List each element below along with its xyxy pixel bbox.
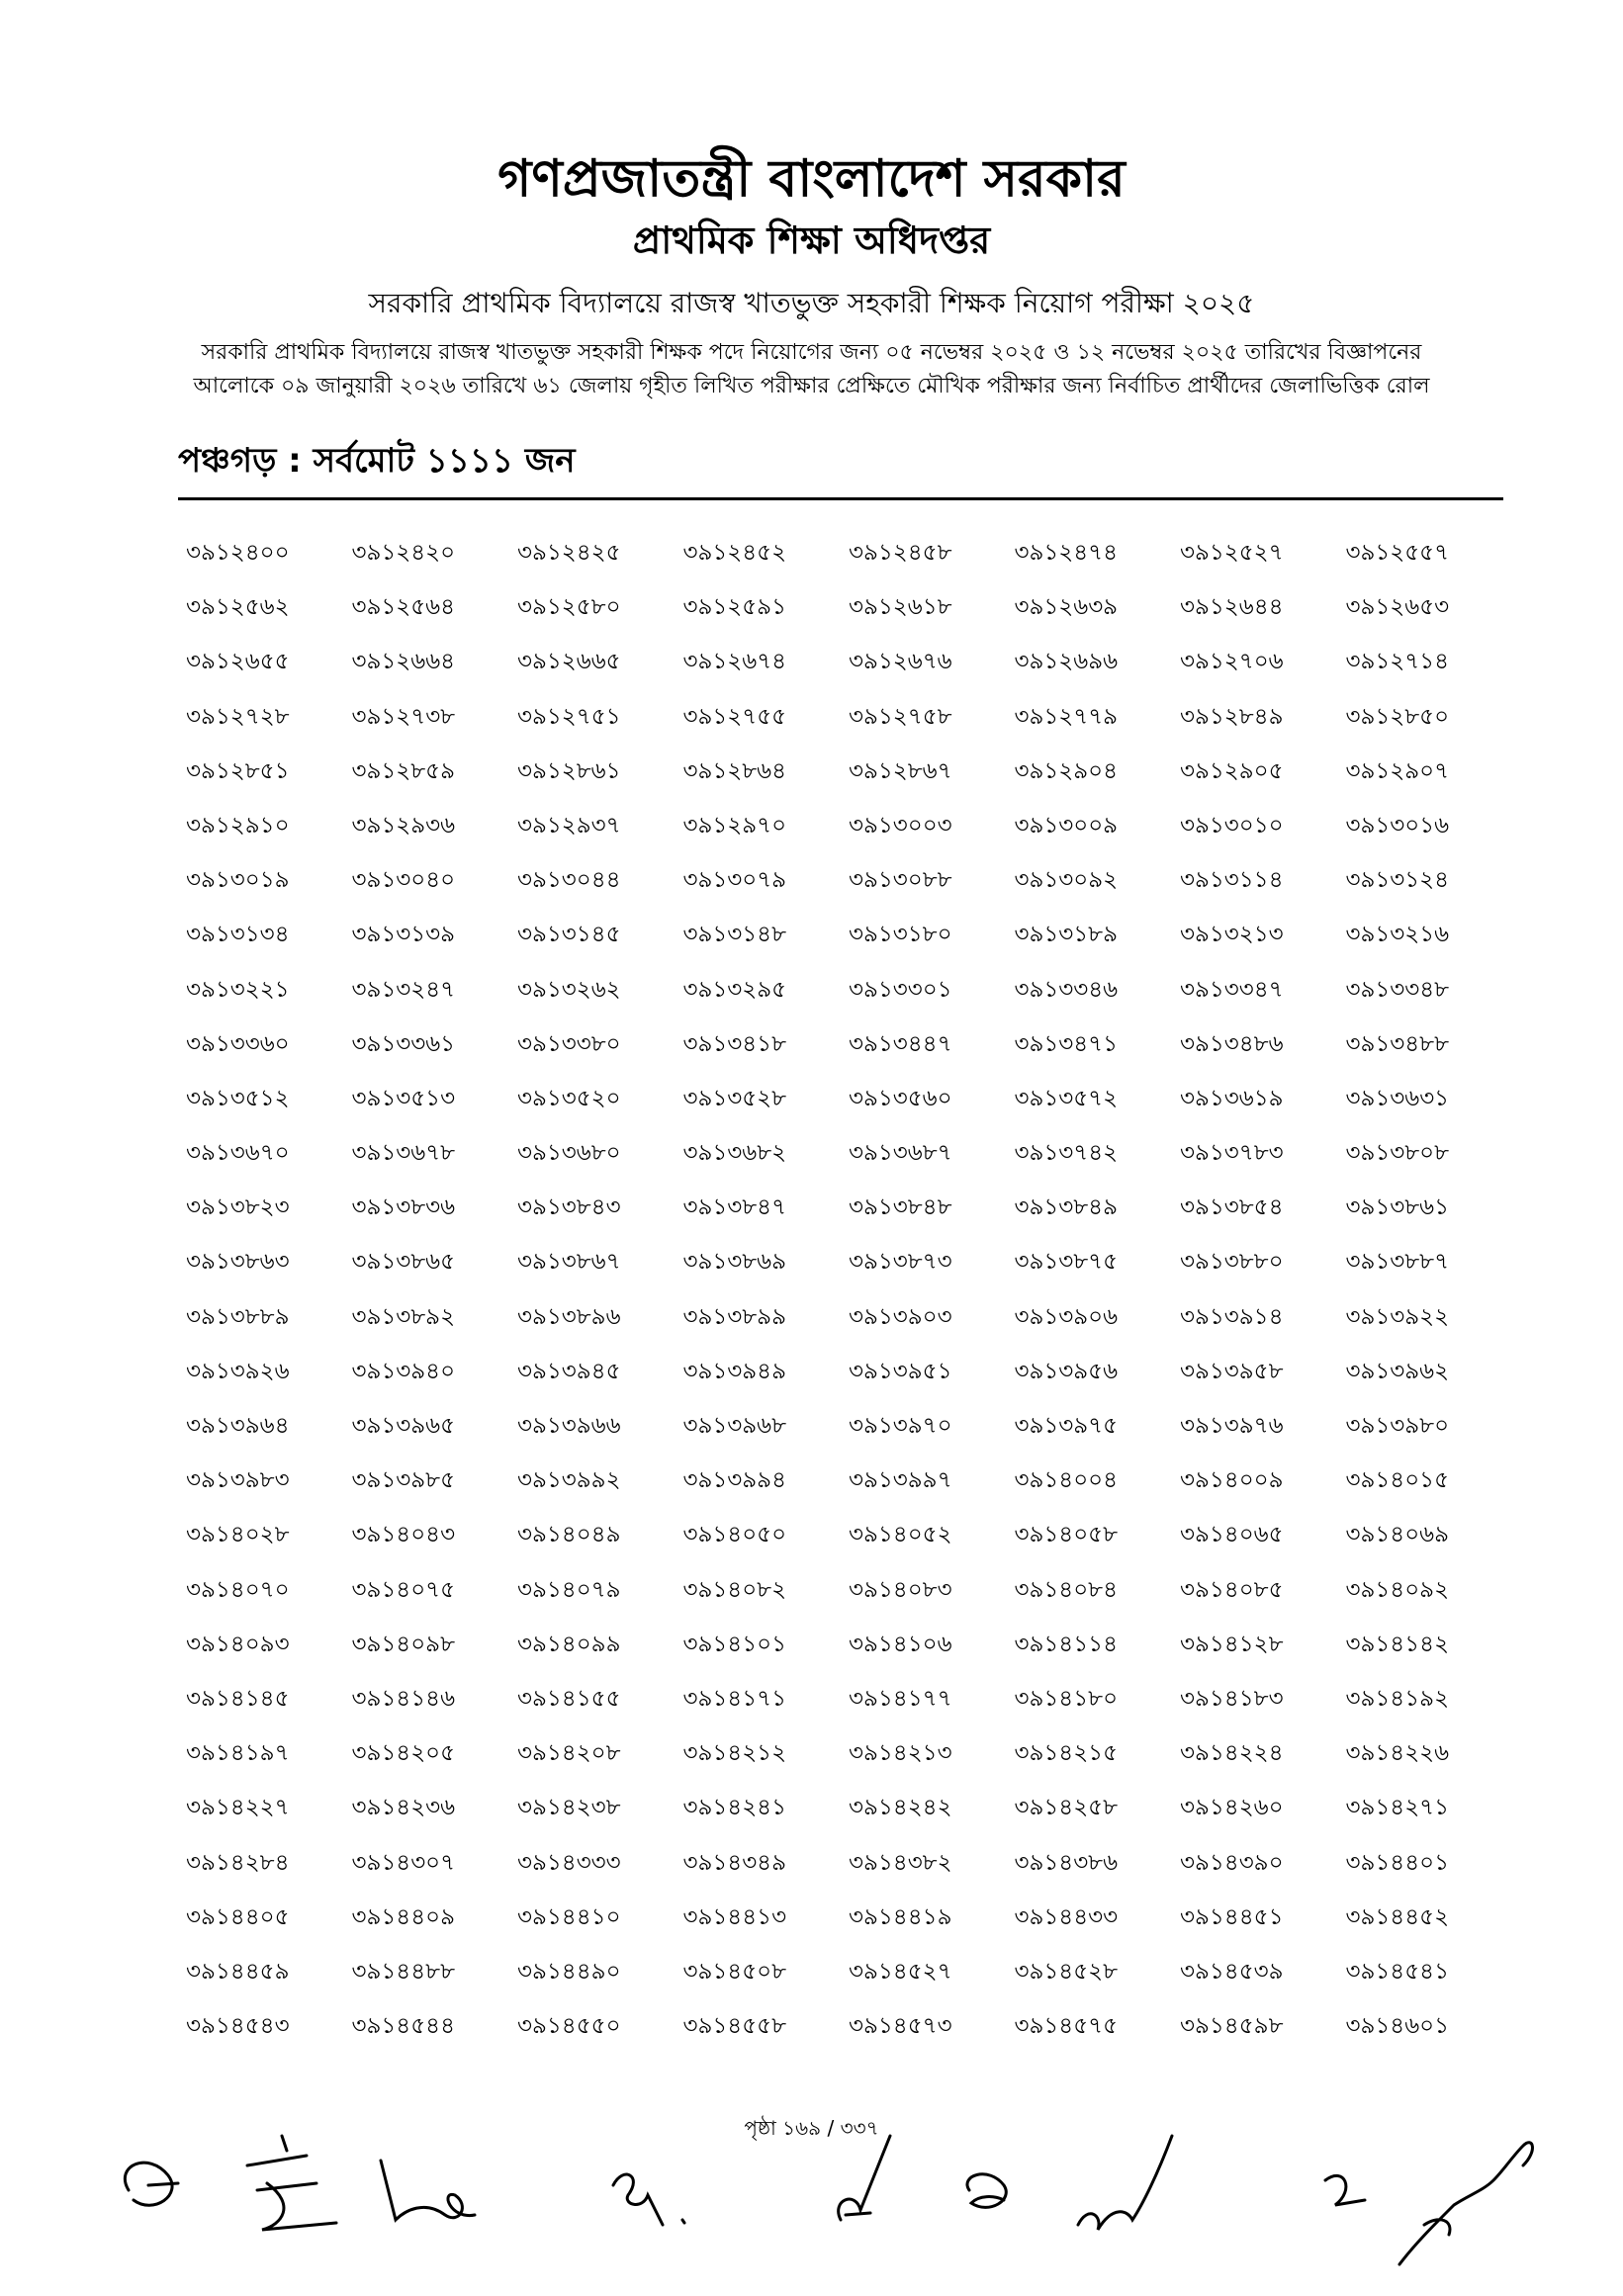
roll-number: ৩৯১৪০৫২: [849, 1522, 952, 1548]
table-row: [186, 915, 1511, 969]
roll-number: ৩৯১৩২১৩: [1180, 922, 1284, 948]
roll-number: ৩৯১২৫৬২: [186, 594, 290, 621]
roll-number: ৩৯১৩১৩৯: [351, 922, 456, 948]
roll-number: ৩৯১৩৯৬৬: [517, 1413, 621, 1439]
roll-number: ৩৯১৪০৫০: [682, 1522, 787, 1548]
roll-number: ৩৯১৩০১৯: [186, 867, 290, 894]
roll-number: ৩৯১৩৯৮৫: [351, 1467, 456, 1494]
roll-number: ৩৯১৪১৮০: [1014, 1685, 1119, 1712]
roll-number: ৩৯১৪০৬৫: [1180, 1522, 1284, 1548]
roll-number: ৩৯১৪৬০১: [1345, 2013, 1450, 2040]
roll-number: ৩৯১৪৩৯০: [1180, 1849, 1284, 1876]
roll-number: ৩৯১৩৯৯৭: [849, 1467, 952, 1494]
roll-number: ৩৯১৪২৪১: [682, 1795, 787, 1821]
roll-number: ৩৯১৪১৯৭: [186, 1740, 290, 1767]
roll-number: ৩৯১৩৩৪৬: [1014, 976, 1119, 1003]
roll-number: ৩৯১৪০৭৫: [351, 1576, 456, 1603]
roll-number: ৩৯১৪৩০৭: [351, 1849, 456, 1876]
roll-number: ৩৯১৪১৪৬: [351, 1685, 456, 1712]
roll-number: ৩৯১৩৯৪০: [351, 1358, 456, 1384]
roll-number: ৩৯১৪৪৫২: [1345, 1903, 1450, 1930]
divider: [178, 497, 1503, 500]
signature-2: [247, 2136, 336, 2230]
roll-number: ৩৯১২৬৫৩: [1345, 594, 1450, 621]
table-row: [186, 1952, 1511, 2006]
roll-number: ৩৯১৪২১৫: [1014, 1740, 1119, 1767]
roll-number: ৩৯১৩৯২৬: [186, 1358, 290, 1384]
roll-number: ৩৯১২৬৩৯: [1014, 594, 1119, 621]
signature-3: [381, 2161, 475, 2220]
roll-number: ৩৯১৩৯৭০: [849, 1413, 952, 1439]
roll-number: ৩৯১২৬৫৫: [186, 649, 290, 675]
roll-number: ৩৯১৩৮৯৯: [682, 1303, 787, 1330]
roll-number: ৩৯১৪১০১: [682, 1631, 787, 1657]
roll-number: ৩৯১৩২২১: [186, 976, 290, 1003]
roll-number: ৩৯১৩০১০: [1180, 812, 1284, 839]
roll-number: ৩৯১২৯০৪: [1014, 757, 1119, 784]
roll-number: ৩৯১৪৩৪৯: [682, 1849, 787, 1876]
roll-number: ৩৯১৪৫২৭: [849, 1958, 952, 1985]
roll-number: ৩৯১৩৩০১: [849, 976, 952, 1003]
roll-number: ৩৯১৩৮৬৫: [351, 1249, 456, 1276]
roll-number: ৩৯১৩৪৭১: [1014, 1030, 1119, 1057]
table-row: [186, 587, 1511, 642]
roll-number: ৩৯১৩৬৮২: [682, 1140, 787, 1167]
roll-number: ৩৯১৪৩৮৬: [1014, 1849, 1119, 1876]
table-row: [186, 1898, 1511, 1952]
roll-number: ৩৯১৩৯৭৫: [1014, 1413, 1119, 1439]
roll-number: ৩৯১৪০৮৪: [1014, 1576, 1119, 1603]
roll-number: ৩৯১২৭০৬: [1180, 649, 1284, 675]
roll-number: ৩৯১৩৮৯২: [351, 1303, 456, 1330]
roll-number: ৩৯১৩৮৪৩: [517, 1194, 621, 1221]
roll-number: ৩৯১৩৫২৮: [682, 1085, 787, 1111]
roll-number: ৩৯১৪৫৫৮: [682, 2013, 787, 2040]
roll-number: ৩৯১৩৪৮৬: [1180, 1030, 1284, 1057]
table-row: [186, 1188, 1511, 1242]
roll-number: ৩৯১৩০০৩: [849, 812, 952, 839]
roll-number: ৩৯১৪২৩৬: [351, 1795, 456, 1821]
roll-number: ৩৯১২৮৫৯: [351, 757, 456, 784]
roll-number: ৩৯১৩৯৬২: [1345, 1358, 1450, 1384]
roll-number: ৩৯১৩৪১৮: [682, 1030, 787, 1057]
roll-number: ৩৯১২৭১৪: [1345, 649, 1450, 675]
roll-number: ৩৯১২৭২৮: [186, 703, 290, 730]
roll-number: ৩৯১২৬১৮: [849, 594, 952, 621]
table-row: [186, 642, 1511, 696]
roll-number: ৩৯১৪০৮৩: [849, 1576, 952, 1603]
notice-line-2: আলোকে ০৯ জানুয়ারী ২০২৬ তারিখে ৬১ জেলায় গৃহীত লিখিত পরীক্ষার প্রেক্ষিতে মৌখিক পরীক্ষার জন্য নির্বাচিত প্রার্থীদের জেলাভিত্তিক রোল: [193, 374, 1430, 398]
roll-number: ৩৯১৪৪০১: [1345, 1849, 1450, 1876]
roll-number: ৩৯১৩১৮৯: [1014, 922, 1119, 948]
roll-number: ৩৯১৪৫৭৩: [849, 2013, 952, 2040]
table-row: [186, 860, 1511, 915]
roll-number: ৩৯১৩৫১৩: [351, 1085, 456, 1111]
roll-number: ৩৯১৪২৬০: [1180, 1795, 1284, 1821]
roll-number: ৩৯১৪০৪৯: [517, 1522, 621, 1548]
roll-number: ৩৯১৩৮৪৭: [682, 1194, 787, 1221]
roll-number: ৩৯১২৪২৫: [517, 540, 621, 566]
roll-number-table: [186, 533, 1511, 2061]
roll-number: ৩৯১২৪৭৪: [1014, 540, 1119, 566]
roll-number: ৩৯১৩৩৬১: [351, 1030, 456, 1057]
roll-number: ৩৯১২৯০৫: [1180, 757, 1284, 784]
roll-number: ৩৯১৪০৯৮: [351, 1631, 456, 1657]
table-row: [186, 1679, 1511, 1733]
roll-number: ৩৯১৩৭৮৩: [1180, 1140, 1284, 1167]
roll-number: ৩৯১৩১৮০: [849, 922, 952, 948]
roll-number: ৩৯১৩০৪০: [351, 867, 456, 894]
roll-number: ৩৯১৪১১৪: [1014, 1631, 1119, 1657]
roll-number: ৩৯১৪০৮২: [682, 1576, 787, 1603]
roll-number: ৩৯১৪১৪২: [1345, 1631, 1450, 1657]
roll-number: ৩৯১৩৮৪৯: [1014, 1194, 1119, 1221]
roll-number: ৩৯১২৯০৭: [1345, 757, 1450, 784]
roll-number: ৩৯১৪২৪২: [849, 1795, 952, 1821]
roll-number: ৩৯১২৮৫০: [1345, 703, 1450, 730]
roll-number: ৩৯১২৭৭৯: [1014, 703, 1119, 730]
signature-6: [967, 2174, 1006, 2208]
roll-number: ৩৯১৪১৫৫: [517, 1685, 621, 1712]
roll-number: ৩৯১২৮৬৪: [682, 757, 787, 784]
roll-number: ৩৯১৪৪০৯: [351, 1903, 456, 1930]
table-row: [186, 1625, 1511, 1679]
roll-number: ৩৯১৩০১৬: [1345, 812, 1450, 839]
roll-number: ৩৯১৩৮৫৪: [1180, 1194, 1284, 1221]
roll-number: ৩৯১৪২৩৮: [517, 1795, 621, 1821]
roll-number: ৩৯১২৬৭৪: [682, 649, 787, 675]
table-row: [186, 1079, 1511, 1133]
roll-number: ৩৯১২৯৭০: [682, 812, 787, 839]
roll-number: ৩৯১৩৮৭৫: [1014, 1249, 1119, 1276]
roll-number: ৩৯১২৬৪৪: [1180, 594, 1284, 621]
roll-number: ৩৯১৪০৭৯: [517, 1576, 621, 1603]
roll-number: ৩৯১২৯৩৬: [351, 812, 456, 839]
table-row: [186, 1515, 1511, 1569]
roll-number: ৩৯১৪২১৩: [849, 1740, 952, 1767]
table-row: [186, 1024, 1511, 1079]
roll-number: ৩৯১৩৬৭০: [186, 1140, 290, 1167]
roll-number: ৩৯১৪২২৭: [186, 1795, 290, 1821]
roll-number: ৩৯১৩৮৭৩: [849, 1249, 952, 1276]
roll-number: ৩৯১৩৮৮০: [1180, 1249, 1284, 1276]
roll-number: ৩৯১৩১২৪: [1345, 867, 1450, 894]
roll-number: ৩৯১৩৬৭৮: [351, 1140, 456, 1167]
notice-text: [0, 336, 1623, 403]
roll-number: ৩৯১৩৮৬৩: [186, 1249, 290, 1276]
roll-number: ৩৯১৩৩৪৭: [1180, 976, 1284, 1003]
roll-number: ৩৯১৩৬৮০: [517, 1140, 621, 1167]
roll-number: ৩৯১২৮৬৭: [849, 757, 952, 784]
roll-number: ৩৯১৩৩৪৮: [1345, 976, 1450, 1003]
roll-number: ৩৯১৪২১২: [682, 1740, 787, 1767]
government-title: গণপ্রজাতন্ত্রী বাংলাদেশ সরকার: [497, 149, 1126, 209]
roll-number: ৩৯১৩৯৯৪: [682, 1467, 787, 1494]
table-row: [186, 1242, 1511, 1296]
exam-title: সরকারি প্রাথমিক বিদ্যালয়ে রাজস্ব খাতভুক্ত সহকারী শিক্ষক নিয়োগ পরীক্ষা ২০২৫: [368, 287, 1255, 319]
signature-9: [1399, 2143, 1532, 2264]
roll-number: ৩৯১৪৫৫০: [517, 2013, 621, 2040]
roll-number: ৩৯১৪৫৪১: [1345, 1958, 1450, 1985]
roll-number: ৩৯১৪২০৫: [351, 1740, 456, 1767]
roll-number: ৩৯১৪১৭১: [682, 1685, 787, 1712]
roll-number: ৩৯১৩৫২০: [517, 1085, 621, 1111]
table-row: [186, 533, 1511, 587]
roll-number: ৩৯১৪৫৪৪: [351, 2013, 456, 2040]
signatures: [109, 2096, 1553, 2284]
roll-number: ৩৯১৪০২৮: [186, 1522, 290, 1548]
roll-number: ৩৯১২৯১০: [186, 812, 290, 839]
roll-number: ৩৯১৪৪৫৯: [186, 1958, 290, 1985]
roll-number: ৩৯১৪১৭৭: [849, 1685, 952, 1712]
roll-number: ৩৯১৪১৯২: [1345, 1685, 1450, 1712]
table-row: [186, 751, 1511, 806]
roll-number: ৩৯১৩৯৪৯: [682, 1358, 787, 1384]
roll-number: ৩৯১৩৯৫৮: [1180, 1358, 1284, 1384]
roll-number: ৩৯১২৯৩৭: [517, 812, 621, 839]
roll-number: ৩৯১৪৫৭৫: [1014, 2013, 1119, 2040]
roll-number: ৩৯১৩২১৬: [1345, 922, 1450, 948]
roll-number: ৩৯১৪৪১৯: [849, 1903, 952, 1930]
roll-number: ৩৯১২৫৮০: [517, 594, 621, 621]
table-row: [186, 1133, 1511, 1188]
roll-number: ৩৯১২৫৯১: [682, 594, 787, 621]
roll-number: ৩৯১৪৪১০: [517, 1903, 621, 1930]
roll-number: ৩৯১২৫৬৪: [351, 594, 456, 621]
roll-number: ৩৯১৩৪৮৮: [1345, 1030, 1450, 1057]
signature-1: [125, 2163, 178, 2205]
roll-number: ৩৯১৩৯৮০: [1345, 1413, 1450, 1439]
roll-number: ৩৯১৩৯৫৬: [1014, 1358, 1119, 1384]
roll-number: ৩৯১৪০৯৩: [186, 1631, 290, 1657]
roll-number: ৩৯১৩৯৬৫: [351, 1413, 456, 1439]
roll-number: ৩৯১৩৯৭৬: [1180, 1413, 1284, 1439]
roll-number: ৩৯১২৪২০: [351, 540, 456, 566]
table-row: [186, 970, 1511, 1024]
signature-4: [613, 2174, 684, 2225]
roll-number: ৩৯১৩৯২২: [1345, 1303, 1450, 1330]
roll-number: ৩৯১৩০০৯: [1014, 812, 1119, 839]
roll-number: ৩৯১৩৮৬১: [1345, 1194, 1450, 1221]
roll-number: ৩৯১৪২৭১: [1345, 1795, 1450, 1821]
roll-number: ৩৯১৪০৯৯: [517, 1631, 621, 1657]
roll-number: ৩৯১৩৬৩১: [1345, 1085, 1450, 1111]
notice-line-1: সরকারি প্রাথমিক বিদ্যালয়ে রাজস্ব খাতভুক্ত সহকারী শিক্ষক পদে নিয়োগের জন্য ০৫ নভেম্বর ২০২৫ ও ১২ নভেম্বর ২০২৫ তারিখের বিজ্ঞাপনের: [201, 340, 1422, 365]
roll-number: ৩৯১৩৯০৩: [849, 1303, 952, 1330]
roll-number: ৩৯১২৭৫৮: [849, 703, 952, 730]
roll-number: ৩৯১৩৮৪৮: [849, 1194, 952, 1221]
roll-number: ৩৯১৩৫৬০: [849, 1085, 952, 1111]
roll-number: ৩৯১৩৯০৬: [1014, 1303, 1119, 1330]
roll-number: ৩৯১৪৫২৮: [1014, 1958, 1119, 1985]
roll-number: ৩৯১৩১৩৪: [186, 922, 290, 948]
roll-number: ৩৯১২৭৫৫: [682, 703, 787, 730]
roll-number: ৩৯১৪৪৮৮: [351, 1958, 456, 1985]
roll-number: ৩৯১৪০০৪: [1014, 1467, 1119, 1494]
roll-number: ৩৯১৩৫১২: [186, 1085, 290, 1111]
roll-number: ৩৯১৩৯৯২: [517, 1467, 621, 1494]
roll-number: ৩৯১৪০৮৫: [1180, 1576, 1284, 1603]
roll-number: ৩৯১৪১৮৩: [1180, 1685, 1284, 1712]
roll-number: ৩৯১৪১২৮: [1180, 1631, 1284, 1657]
table-row: [186, 806, 1511, 860]
roll-number: ৩৯১৩৮২৩: [186, 1194, 290, 1221]
roll-number: ৩৯১৪৪৯০: [517, 1958, 621, 1985]
roll-number: ৩৯১৩১৪৫: [517, 922, 621, 948]
roll-number: ৩৯১২৮৪৯: [1180, 703, 1284, 730]
roll-number: ৩৯১৪০০৯: [1180, 1467, 1284, 1494]
table-row: [186, 2006, 1511, 2061]
table-row: [186, 1843, 1511, 1898]
roll-number: ৩৯১৪২৫৮: [1014, 1795, 1119, 1821]
directorate-title: প্রাথমিক শিক্ষা অধিদপ্তর: [632, 219, 991, 262]
roll-number: ৩৯১৩৮৩৬: [351, 1194, 456, 1221]
roll-number: ৩৯১২৬৯৬: [1014, 649, 1119, 675]
roll-number: ৩৯১৪০৯২: [1345, 1576, 1450, 1603]
roll-number: ৩৯১২৬৬৪: [351, 649, 456, 675]
roll-number: ৩৯১৪০৭০: [186, 1576, 290, 1603]
roll-number: ৩৯১৩৫৭২: [1014, 1085, 1119, 1111]
roll-number: ৩৯১৪৫০৮: [682, 1958, 787, 1985]
roll-number: ৩৯১৪১০৬: [849, 1631, 952, 1657]
district-heading: পঞ্চগড় : সর্বমোট ১১১১ জন: [178, 441, 576, 481]
roll-number: ৩৯১৪৫৩৯: [1180, 1958, 1284, 1985]
roll-number: ৩৯১৩৯১৪: [1180, 1303, 1284, 1330]
table-row: [186, 1788, 1511, 1842]
table-row: [186, 697, 1511, 751]
roll-number: ৩৯১৩৩৬০: [186, 1030, 290, 1057]
signature-5: [839, 2136, 890, 2220]
roll-number: ৩৯১২৭৩৮: [351, 703, 456, 730]
roll-number: ৩৯১৩০৭৯: [682, 867, 787, 894]
roll-number: ৩৯১৪৩৮২: [849, 1849, 952, 1876]
roll-number: ৩৯১৩৯৫১: [849, 1358, 952, 1384]
roll-number: ৩৯১৩৭৪২: [1014, 1140, 1119, 1167]
roll-number: ৩৯১৩৮৬৯: [682, 1249, 787, 1276]
roll-number: ৩৯১৩৬৮৭: [849, 1140, 952, 1167]
roll-number: ৩৯১৪২২৬: [1345, 1740, 1450, 1767]
roll-number: ৩৯১৪১৪৫: [186, 1685, 290, 1712]
roll-number: ৩৯১৪০৪৩: [351, 1522, 456, 1548]
roll-number: ৩৯১২৪৫৮: [849, 540, 952, 566]
roll-number: ৩৯১২৭৫১: [517, 703, 621, 730]
roll-number: ৩৯১২৪৫২: [682, 540, 787, 566]
roll-number: ৩৯১৩৯৪৫: [517, 1358, 621, 1384]
roll-number: ৩৯১৪৫৯৮: [1180, 2013, 1284, 2040]
roll-number: ৩৯১৩৯৮৩: [186, 1467, 290, 1494]
roll-number: ৩৯১৩১১৪: [1180, 867, 1284, 894]
table-row: [186, 1297, 1511, 1352]
roll-number: ৩৯১২৬৬৫: [517, 649, 621, 675]
roll-number: ৩৯১৪৪৩৩: [1014, 1903, 1119, 1930]
table-row: [186, 1406, 1511, 1460]
roll-number: ৩৯১৪২০৮: [517, 1740, 621, 1767]
roll-number: ৩৯১৪৩৩৩: [517, 1849, 621, 1876]
roll-number: ৩৯১৩৩৮০: [517, 1030, 621, 1057]
roll-number: ৩৯১৩০৯২: [1014, 867, 1119, 894]
roll-number: ৩৯১৩০৮৮: [849, 867, 952, 894]
roll-number: ৩৯১৩৯৬৮: [682, 1413, 787, 1439]
roll-number: ৩৯১৩৮০৮: [1345, 1140, 1450, 1167]
roll-number: ৩৯১৪০৬৯: [1345, 1522, 1450, 1548]
roll-number: ৩৯১২৫৫৭: [1345, 540, 1450, 566]
table-row: [186, 1460, 1511, 1515]
roll-number: ৩৯১৩৮৬৭: [517, 1249, 621, 1276]
roll-number: ৩৯১৩৪৪৭: [849, 1030, 952, 1057]
signature-8: [1325, 2175, 1365, 2205]
roll-number: ৩৯১৩৮৮৭: [1345, 1249, 1450, 1276]
roll-number: ৩৯১৩৮৯৬: [517, 1303, 621, 1330]
roll-number: ৩৯১৪০৫৮: [1014, 1522, 1119, 1548]
roll-number: ৩৯১২৮৫১: [186, 757, 290, 784]
roll-number: ৩৯১৩২৪৭: [351, 976, 456, 1003]
roll-number: ৩৯১৪২৮৪: [186, 1849, 290, 1876]
table-row: [186, 1352, 1511, 1406]
roll-number: ৩৯১৩৮৮৯: [186, 1303, 290, 1330]
roll-number: ৩৯১৩২৬২: [517, 976, 621, 1003]
roll-number: ৩৯১২৬৭৬: [849, 649, 952, 675]
roll-number: ৩৯১৪৪০৫: [186, 1903, 290, 1930]
roll-number: ৩৯১৪৪১৩: [682, 1903, 787, 1930]
roll-number: ৩৯১৩১৪৮: [682, 922, 787, 948]
roll-number: ৩৯১৩২৯৫: [682, 976, 787, 1003]
roll-number: ৩৯১২৮৬১: [517, 757, 621, 784]
roll-number: ৩৯১৩০৪৪: [517, 867, 621, 894]
roll-number: ৩৯১৪৫৪৩: [186, 2013, 290, 2040]
roll-number: ৩৯১৪০১৫: [1345, 1467, 1450, 1494]
signature-7: [1078, 2136, 1172, 2230]
roll-number: ৩৯১২৪০০: [186, 540, 290, 566]
roll-number: ৩৯১২৫২৭: [1180, 540, 1284, 566]
page-number: পৃষ্ঠা ১৬৯ / ৩৩৭: [744, 2116, 879, 2140]
table-row: [186, 1733, 1511, 1788]
roll-number: ৩৯১৪২২৪: [1180, 1740, 1284, 1767]
roll-number: ৩৯১৩৬১৯: [1180, 1085, 1284, 1111]
roll-number: ৩৯১৩৯৬৪: [186, 1413, 290, 1439]
table-row: [186, 1570, 1511, 1625]
roll-number: ৩৯১৪৪৫১: [1180, 1903, 1284, 1930]
